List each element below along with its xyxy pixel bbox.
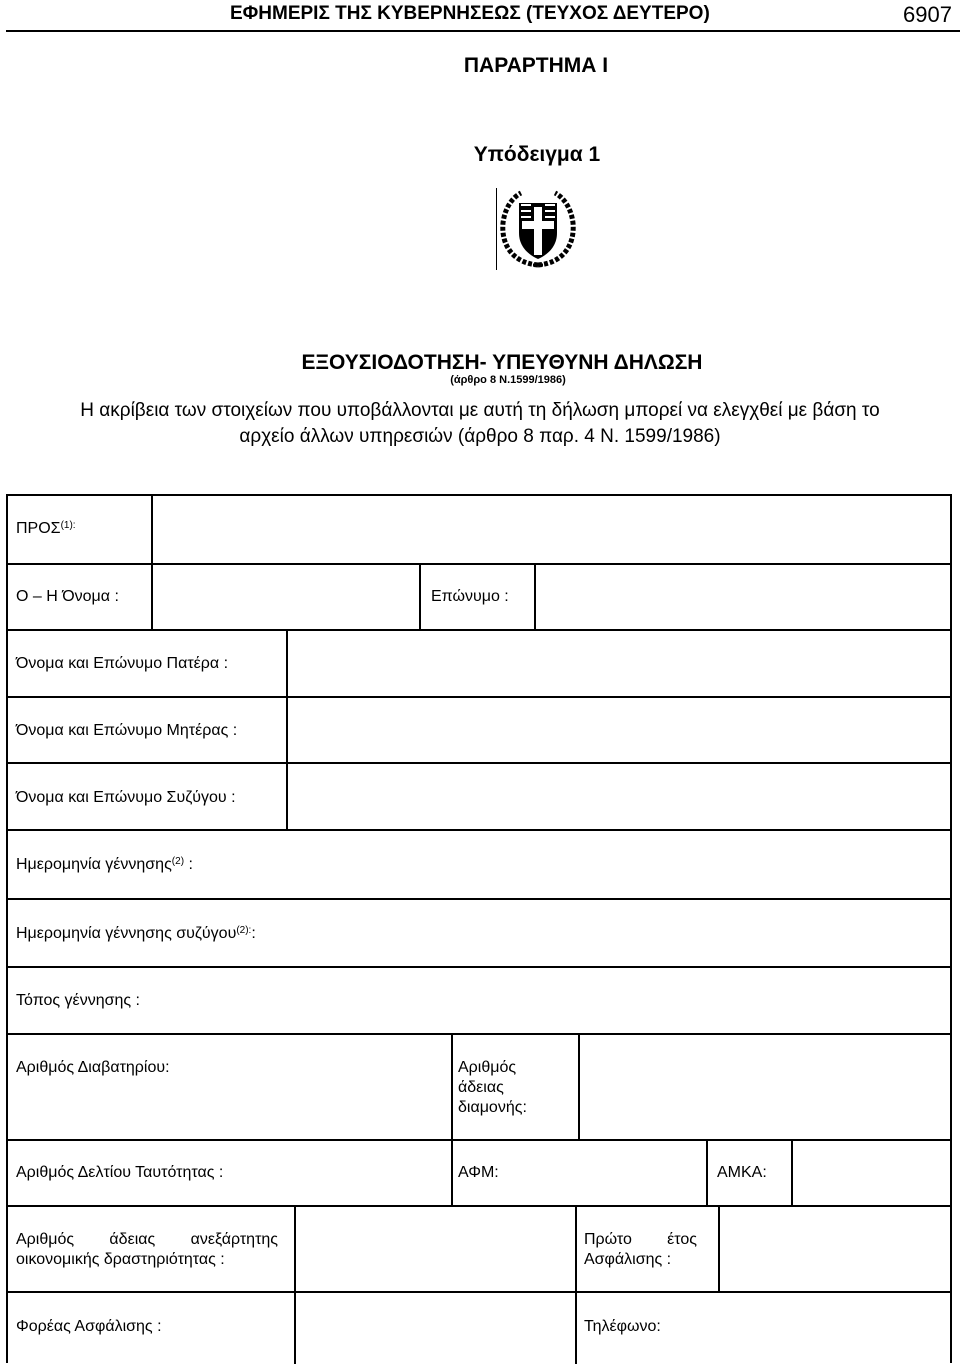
gazette-title: ΕΦΗΜΕΡΙΣ ΤΗΣ ΚΥΒΕΡΝΗΣΕΩΣ (ΤΕΥΧΟΣ ΔΕΥΤΕΡΟ) bbox=[230, 3, 710, 24]
row-divider bbox=[6, 1205, 950, 1207]
sample-title: Υπόδειγμα 1 bbox=[473, 143, 601, 166]
id-card-number-label: Αριθμός Δελτίου Ταυτότητας : bbox=[16, 1164, 224, 1181]
greek-coat-of-arms-icon bbox=[495, 185, 581, 271]
row-divider bbox=[6, 1291, 950, 1293]
declaration-form bbox=[6, 494, 950, 1364]
gazette-header bbox=[0, 0, 960, 30]
row-divider bbox=[6, 1139, 950, 1141]
phone-label: Τηλέφωνο: bbox=[584, 1318, 661, 1335]
row-divider bbox=[6, 898, 950, 900]
insurer-label: Φορέας Ασφάλισης : bbox=[16, 1318, 162, 1335]
afm-label: ΑΦΜ: bbox=[458, 1164, 499, 1181]
row-divider bbox=[6, 762, 950, 764]
first-name-label: Ο – Η Όνομα : bbox=[16, 588, 119, 605]
column-divider bbox=[791, 1139, 793, 1207]
annex-title: ΠΑΡΑΡΤΗΜΑ Ι bbox=[463, 54, 609, 77]
column-divider bbox=[578, 1033, 580, 1141]
row-divider bbox=[6, 966, 950, 968]
birth-place-label: Τόπος γέννησης : bbox=[16, 992, 140, 1009]
spouse-birth-date-label: Ημερομηνία γέννησης συζύγου$^{(2):}$: bbox=[16, 925, 256, 942]
column-divider bbox=[534, 563, 536, 631]
amka-label: ΑΜΚΑ: bbox=[717, 1164, 767, 1181]
residence-permit-label: Αριθμός άδειας διαμονής: bbox=[458, 1059, 527, 1116]
row-divider bbox=[6, 829, 950, 831]
recipient-note: (1): bbox=[60, 520, 76, 531]
header-divider bbox=[6, 30, 960, 32]
intro-line-1: Η ακρίβεια των στοιχείων που υποβάλλονται με αυτή τη δήλωση μπορεί να ελεγχθεί με βάση το bbox=[80, 400, 880, 421]
column-divider bbox=[419, 563, 421, 631]
column-divider bbox=[718, 1205, 720, 1293]
row-divider bbox=[6, 563, 950, 565]
row-divider bbox=[6, 629, 950, 631]
column-divider bbox=[706, 1139, 708, 1207]
birth-date-label: Ημερομηνία γέννησης$^{(2)}$ : bbox=[16, 856, 193, 873]
business-license-label: Αριθμός άδειας ανεξάρτητης οικονομικής δραστηριότητας : bbox=[16, 1231, 278, 1268]
declaration-intro bbox=[6, 398, 954, 450]
recipient-label: $\Pi PO\Sigma^{(1):}$ bbox=[16, 520, 76, 537]
father-name-label: Όνομα και Επώνυμο Πατέρα : bbox=[16, 655, 229, 672]
birth-date-note: (2) bbox=[171, 856, 185, 867]
mother-name-label: Όνομα και Επώνυμο Μητέρας : bbox=[16, 722, 238, 739]
first-insurance-year-label: Πρώτο έτος Ασφάλισης : bbox=[584, 1231, 697, 1268]
row-divider bbox=[6, 1033, 950, 1035]
spouse-birth-date-note: (2): bbox=[236, 925, 252, 936]
row-divider bbox=[6, 696, 950, 698]
column-divider bbox=[294, 1205, 296, 1364]
declaration-title: ΕΞΟΥΣΙΟΔΟΤΗΣΗ- ΥΠΕΥΘΥΝΗ ΔΗΛΩΣΗ bbox=[301, 351, 703, 374]
declaration-subtitle: (άρθρο 8 Ν.1599/1986) bbox=[450, 374, 566, 386]
passport-number-label: Αριθμός Διαβατηρίου: bbox=[16, 1059, 170, 1076]
spouse-name-label: Όνομα και Επώνυμο Συζύγου : bbox=[16, 789, 236, 806]
surname-label: Επώνυμο : bbox=[431, 588, 509, 605]
column-divider bbox=[151, 494, 153, 631]
column-divider bbox=[451, 1033, 453, 1207]
column-divider bbox=[575, 1205, 577, 1364]
intro-line-2: αρχείο άλλων υπηρεσιών (άρθρο 8 παρ. 4 Ν. 1599/1986) bbox=[239, 426, 721, 447]
page-number: 6907 bbox=[903, 2, 952, 27]
column-divider bbox=[286, 629, 288, 831]
